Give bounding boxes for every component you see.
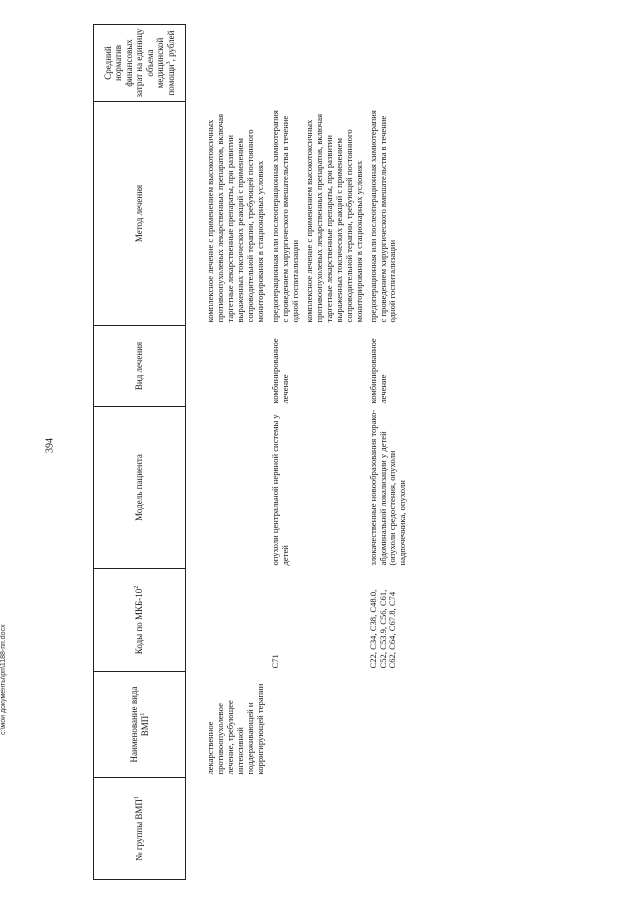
- cell-group-no: [186, 778, 267, 880]
- table-header-row: [94, 25, 186, 880]
- header-cost: Средний норматив финансовых затрат на единицу объема медицинской помощи$^3$, рублей: [94, 25, 186, 102]
- cell-name: лекарственное противоопухолевое лечение, требующее интенсивной поддерживающей и корригирующей терапии: [205, 683, 265, 775]
- cell-codes: C71: [269, 654, 280, 669]
- cell-model: злокачественные новообразования торако-абдоминальной локализации у детей (опухоли средостения, опухоли надпочечника, опухоли: [367, 409, 408, 566]
- method-text: предоперационная или послеоперационная химиотерапия с проведением хирургического вмешательства в течение одной госпитализации: [269, 110, 300, 323]
- header-model: Модель пациента: [94, 407, 186, 569]
- cell-kind: комбинированное лечение: [367, 338, 388, 404]
- cell-group-no: [366, 778, 410, 880]
- header-method: Метод лечения: [94, 102, 186, 326]
- cell-cost: [267, 25, 366, 102]
- cell-codes: [186, 569, 267, 672]
- method-text: комплексное лечение с применением высокотоксичных противоопухолевых лекарственных препаратов, включая таргетные лекарственные препараты, при развитии выраженных токсических реакций с применением сопроводительной терапии, требующей постоянного мониторирования в стационарных условиях: [303, 113, 364, 323]
- cell-group-no: [267, 778, 366, 880]
- cell-codes: C22, C34, C38, C48.0, C52, C53.9, C56, C61, C62, C64, C67.8, C74: [367, 589, 398, 669]
- cell-cost: [186, 25, 267, 102]
- cell-method: предоперационная или послеоперационная химиотерапия с проведением хирургического вмешательства в течение одной госпитализации: [367, 110, 398, 323]
- cell-name: [267, 672, 366, 778]
- header-name: Наименование вида ВМП$^1$: [94, 672, 186, 778]
- cell-cost: [366, 25, 410, 102]
- cell-model: опухоли центральной нервной системы у детей: [269, 414, 290, 566]
- footer-file-path: c:\мои документы\рп\1188-пп.docx: [0, 624, 7, 735]
- cell-method: [267, 102, 366, 326]
- rotated-table-wrapper: [93, 25, 640, 880]
- header-group-no: № группы ВМП$^1$: [94, 778, 186, 880]
- cell-kind: комбинированное лечение: [269, 338, 290, 404]
- cell-kind: [186, 326, 267, 407]
- table-row: [366, 25, 410, 880]
- cell-name: [366, 672, 410, 778]
- header-codes: Коды по МКБ-$10^2$: [94, 569, 186, 672]
- cell-model: [186, 407, 267, 569]
- table-row: [267, 25, 366, 880]
- header-kind: Вид лечения: [94, 326, 186, 407]
- cell-method: комплексное лечение с применением высокотоксичных противоопухолевых лекарственных препаратов, включая таргетные лекарственные препараты, при развитии выраженных токсических реакций с применением сопроводительной терапии, требующей постоянного мониторирования в стационарных условиях: [205, 113, 265, 323]
- page-number: 394: [44, 438, 56, 453]
- vmp-table: [93, 24, 409, 880]
- table-row: [186, 25, 267, 880]
